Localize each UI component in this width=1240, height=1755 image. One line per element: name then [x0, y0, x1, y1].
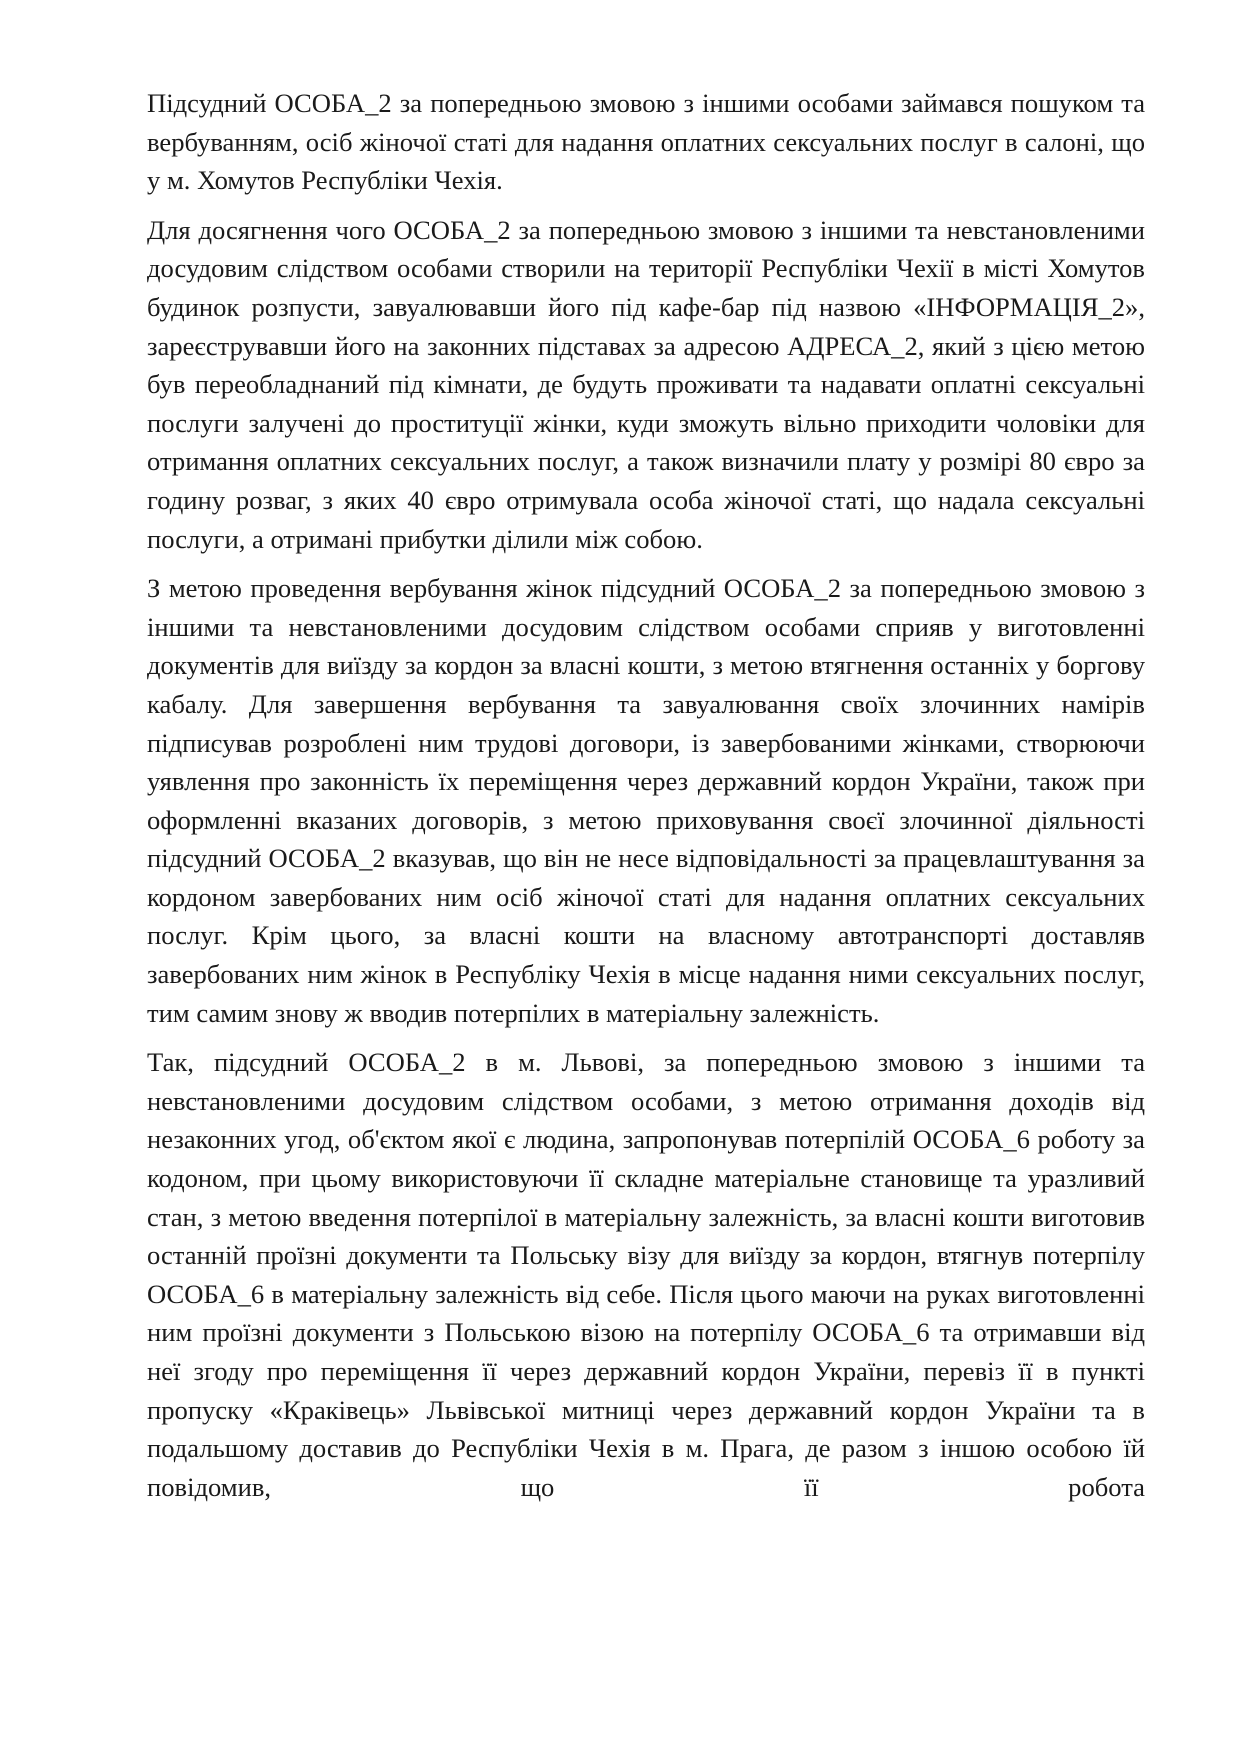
paragraph: З метою проведення вербування жінок підсудний ОСОБА_2 за попередньою змовою з іншими та невстановленими досудовим слідством особами сприяв у виготовленні документів для виїзду за кордон за власні кошти, з метою втягнення останніх у боргову кабалу. Для завершення вербування та завуалювання своїх злочинних намірів підписував розроблені ним трудові договори, із завербованими жінками, створюючи уявлення про законність їх переміщення через державний кордон України, також при оформленні вказаних договорів, з метою приховування своєї злочинної діяльності підсудний ОСОБА_2 вказував, що він не несе відповідальності за працевлаштування за кордоном завербованих ним осіб жіночої статі для надання оплатних сексуальних послуг. Крім цього, за власні кошти на власному автотранспорті доставляв завербованих ним жінок в Республіку Чехія в місце надання ними сексуальних послуг, тим самим знову ж вводив потерпілих в матеріальну залежність. [147, 573, 1145, 1028]
paragraph: Так, підсудний ОСОБА_2 в м. Львові, за попередньою змовою з іншими та невстановленими досудовим слідством особами, з метою отримання доходів від незаконних угод, об'єктом якої є людина, запропонував потерпілій ОСОБА_6 роботу за кодоном, при цьому використовуючи її складне матеріальне становище та уразливий стан, з метою введення потерпілої в матеріальну залежність, за власні кошти виготовив останній проїзні документи та Польську візу для виїзду за кордон, втягнув потерпілу ОСОБА_6 в матеріальну залежність від себе. Після цього маючи на руках виготовленні ним проїзні документи з Польською візою на потерпілу ОСОБА_6 та отримавши від неї згоду про переміщення її через державний кордон України, перевіз її в пункті пропуску «Краківець» Львівської митниці через державний кордон України та в подальшому доставив до Республіки Чехія в м. Прага, де разом з іншою особою їй повідомив, що її робота [147, 1047, 1145, 1502]
paragraph: Для досягнення чого ОСОБА_2 за попередньою змовою з іншими та невстановленими досудовим слідством особами створили на території Республіки Чехії в місті Хомутов будинок розпусти, завуалювавши його під кафе-бар під назвою «ІНФОРМАЦІЯ_2», зареєструвавши його на законних підставах за адресою АДРЕСА_2, який з цією метою був переобладнаний під кімнати, де будуть проживати та надавати оплатні сексуальні послуги залучені до проституції жінки, куди зможуть вільно приходити чоловіки для отримання оплатних сексуальних послуг, а також визначили плату у розмірі 80 євро за годину розваг, з яких 40 євро отримувала особа жіночої статі, що надала сексуальні послуги, а отримані прибутки ділили між собою. [147, 214, 1145, 554]
document-page [147, 84, 1145, 1517]
paragraph: Підсудний ОСОБА_2 за попередньою змовою з іншими особами займався пошуком та вербуванням, осіб жіночої статі для надання оплатних сексуальних послуг в салоні, що у м. Хомутов Республіки Чехія. [147, 88, 1145, 196]
